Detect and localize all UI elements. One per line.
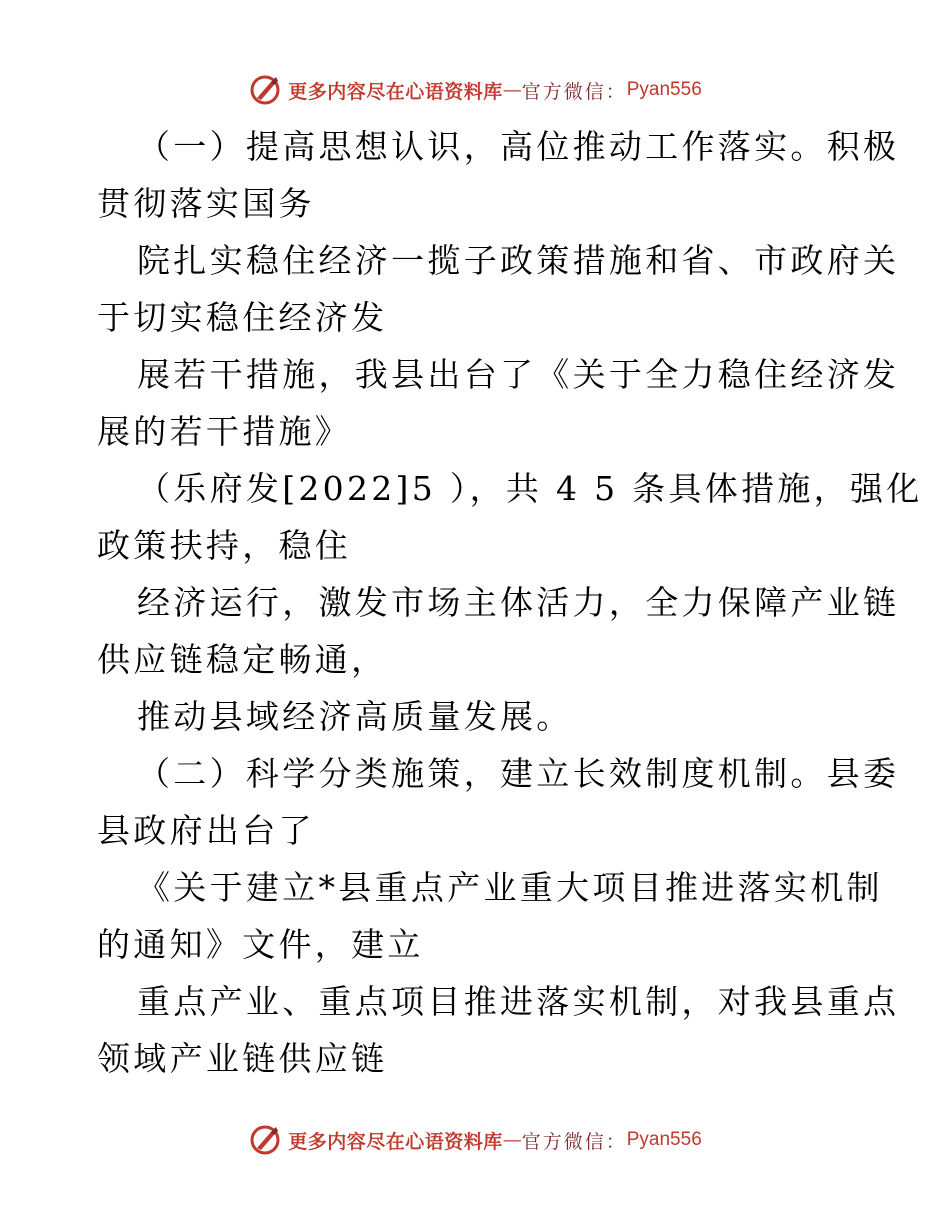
watermark-separator: — <box>502 79 522 101</box>
paragraph <box>97 574 900 688</box>
paragraph <box>97 346 900 460</box>
watermark-main-text: 更多内容尽在心语资料库 <box>288 80 503 103</box>
paragraph-line: 院扎实稳住经济一揽子政策措施和省、市政府关 <box>137 241 900 280</box>
quill-logo-icon <box>248 1123 282 1157</box>
paragraph-line: 供应链稳定畅通， <box>97 640 388 679</box>
watermark-label: 官方微信： <box>521 80 627 103</box>
paragraph <box>97 859 883 973</box>
paragraph <box>97 118 900 232</box>
watermark-label: 官方微信： <box>521 1130 627 1153</box>
paragraph-line: 于切实稳住经济发 <box>97 298 388 337</box>
paragraph-line: 贯彻落实国务 <box>97 184 315 223</box>
watermark-id: Pyan556 <box>626 1129 702 1150</box>
paragraph <box>97 688 857 745</box>
paragraph-line: 《关于建立*县重点产业重大项目推进落实机制 <box>137 868 883 907</box>
paragraph-line: （一）提高思想认识，高位推动工作落实。积极 <box>137 127 900 166</box>
paragraph-line: （乐府发[2022]5 ），共 4 5 条具体措施，强化 <box>137 469 923 508</box>
watermark-main-text: 更多内容尽在心语资料库 <box>288 1130 503 1153</box>
paragraph-line: 重点产业、重点项目推进落实机制，对我县重点 <box>137 982 900 1021</box>
paragraph-line: 展若干措施，我县出台了《关于全力稳住经济发 <box>137 355 900 394</box>
paragraph-line: 经济运行，激发市场主体活力，全力保障产业链 <box>137 583 900 622</box>
paragraph <box>97 745 900 859</box>
paragraph-line: 县政府出台了 <box>97 811 315 850</box>
watermark-banner-top <box>0 70 950 110</box>
paragraph-line: （二）科学分类施策，建立长效制度机制。县委 <box>137 754 900 793</box>
watermark-banner-bottom <box>0 1120 950 1160</box>
quill-logo-icon <box>248 73 282 107</box>
paragraph <box>97 460 923 574</box>
paragraph-line: 展的若干措施》 <box>97 412 352 451</box>
paragraph-line: 领域产业链供应链 <box>97 1039 388 1078</box>
document-body <box>97 118 923 1087</box>
watermark-id: Pyan556 <box>626 79 702 100</box>
paragraph-line: 政策扶持，稳住 <box>97 526 352 565</box>
paragraph <box>97 973 900 1087</box>
watermark-separator: — <box>502 1129 522 1151</box>
paragraph-line: 推动县域经济高质量发展。 <box>137 697 573 736</box>
paragraph-line: 的通知》文件，建立 <box>97 925 424 964</box>
paragraph <box>97 232 900 346</box>
